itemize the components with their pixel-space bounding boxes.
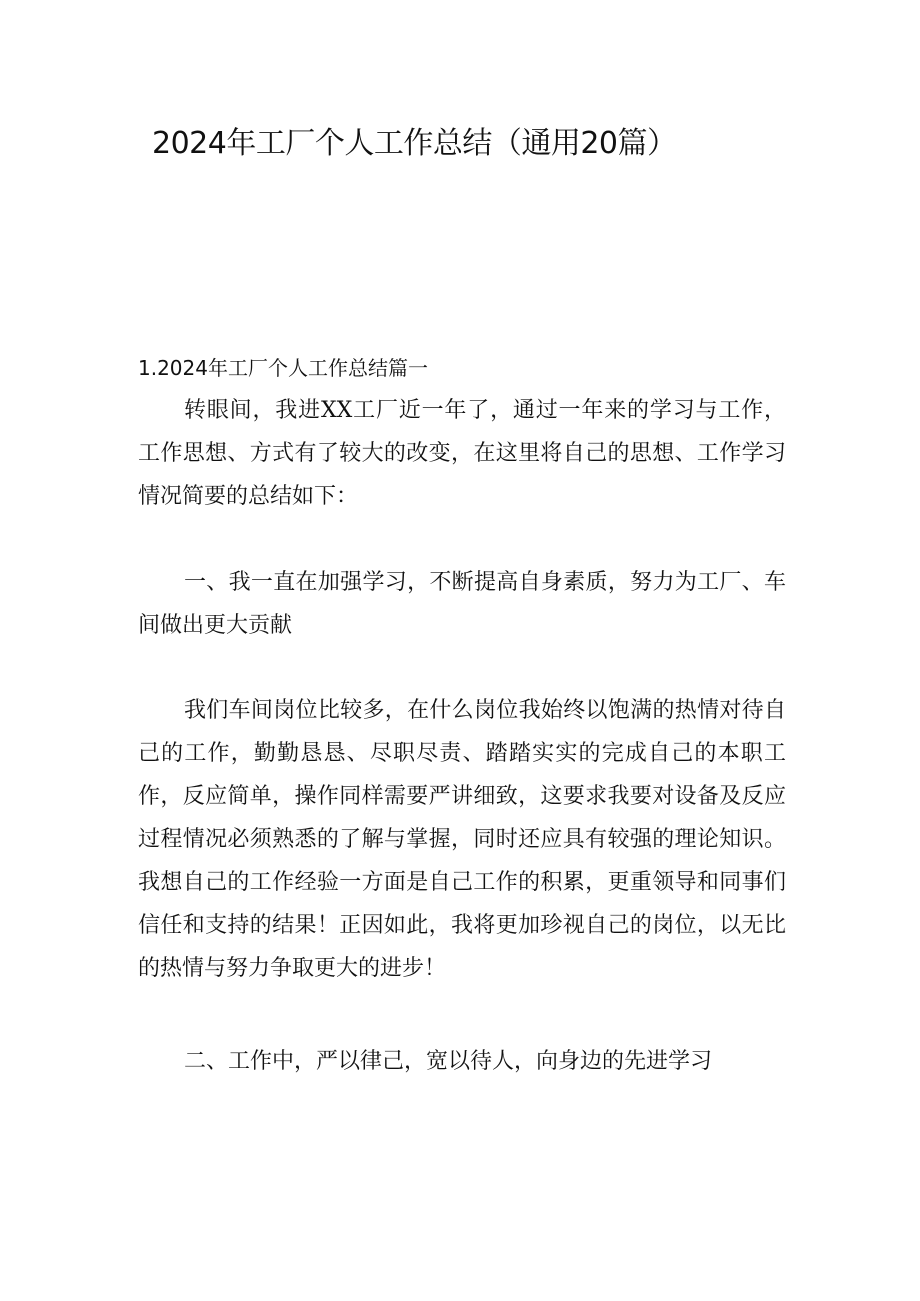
paragraph-point-one-body: 我们车间岗位比较多，在什么岗位我始终以饱满的热情对待自己的工作，勤勤恳恳、尽职尽责、踏踏实实的完成自己的本职工作，反应简单，操作同样需要严讲细致，这要求我要对设备及反应过程情况必须熟悉的了解与掌握，同时还应具有较强的理论知识。我想自己的工作经验一方面是自己工作的积累，更重领导和同事们信任和支持的结果！正因如此，我将更加珍视自己的岗位，以无比的热情与努力争取更大的进步！ bbox=[138, 698, 786, 981]
paragraph-point-one-heading: 一、我一直在加强学习，不断提高自身素质，努力为工厂、车间做出更大贡献 bbox=[138, 570, 786, 638]
paragraph-point-two-heading: 二、工作中，严以律己，宽以待人，向身边的先进学习 bbox=[184, 1049, 713, 1074]
document-title: 2024年工厂个人工作总结（通用20篇） bbox=[152, 126, 677, 161]
paragraph-intro: 转眼间，我进XX工厂近一年了，通过一年来的学习与工作，工作思想、方式有了较大的改变，在这里将自己的思想、工作学习情况简要的总结如下： bbox=[138, 398, 786, 509]
section-heading: 1.2024年工厂个人工作总结篇一 bbox=[138, 356, 428, 380]
